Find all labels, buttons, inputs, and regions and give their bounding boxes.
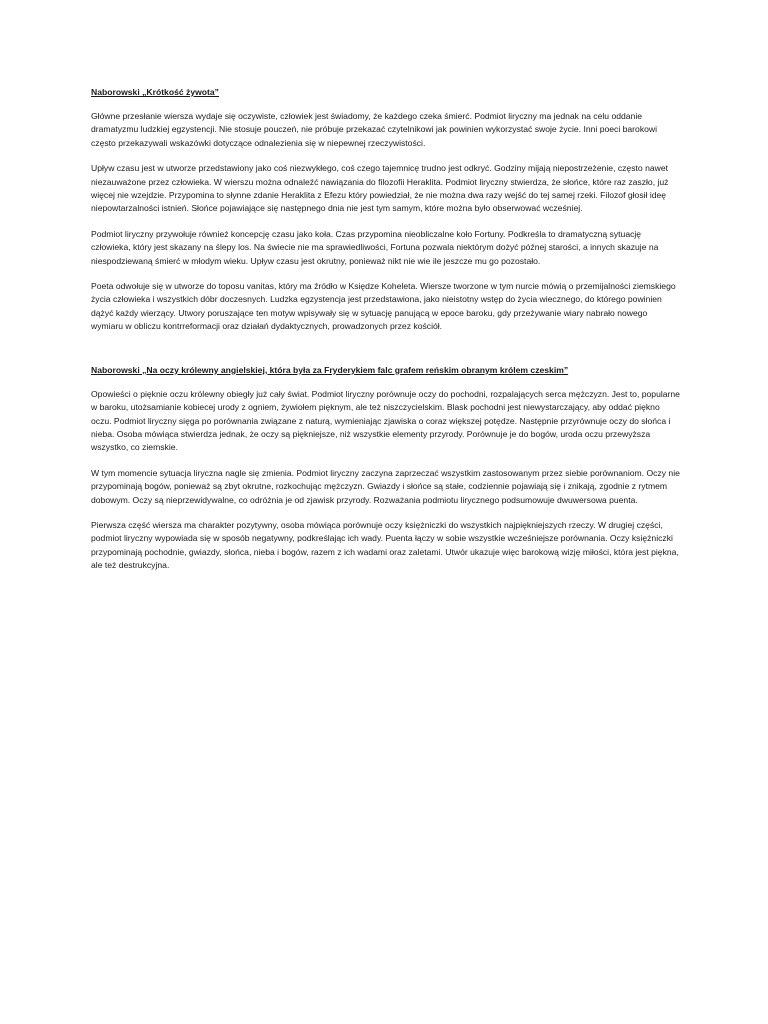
paragraph: Opowieści o pięknie oczu królewny obiegły już cały świat. Podmiot liryczny porównuje oczy do pochodni, rozpalających serca mężczyzn. Jest to, popularne w baroku, utożsamianie kobiecej urody z ogniem, żywiołem pięknym, ale też niszczycielskim. Blask pochodni jest niewystarczający, aby oddać piękno oczu. Podmiot liryczny sięga po porównania związane z naturą, wymieniając zjawiska o coraz większej potędze. Następnie przyrównuje oczy do słońca i nieba. Osoba mówiąca stwierdza jednak, że oczy są piękniejsze, niż wszystkie elementy przyrody. Porównuje je do bogów, uroda oczu przewyższa wszystko, co ziemskie.	[91, 388, 680, 453]
document-page	[91, 86, 681, 585]
paragraph: W tym momencie sytuacja liryczna nagle się zmienia. Podmiot liryczny zaczyna zaprzeczać wszystkim zastosowanym przez siebie porównaniom. Oczy nie przypominają bogów, ponieważ są zbyt okrutne, rozkochując mężczyzn. Gwiazdy i słońce są stałe, codziennie pojawiają się i znikają, zgodnie z rytmem dobowym. Oczy są nieprzewidywalne, co odróżnia je od zjawisk przyrody. Rozważania podmiotu lirycznego podsumowuje dwuwersowa puenta.	[91, 467, 680, 505]
section-na-oczy-krolewny	[91, 364, 681, 573]
paragraph: Główne przesłanie wiersza wydaje się oczywiste, człowiek jest świadomy, że każdego czeka śmierć. Podmiot liryczny ma jednak na celu oddanie dramatyzmu ludzkiej egzystencji. Nie stosuje pouczeń, nie próbuje przekazać czytelnikowi jak powinien wykorzystać swoje życie. Inni poeci barokowi często przekazywali wskazówki dotyczące odnalezienia się w niepewnej rzeczywistości.	[91, 111, 658, 148]
section-heading: Naborowski „Na oczy królewny angielskiej, która była za Fryderykiem falc grafem reńskim obranym królem czeskim”	[91, 364, 569, 375]
paragraph: Upływ czasu jest w utworze przedstawiony jako coś niezwykłego, coś czego tajemnicę trudno jest odkryć. Godziny mijają niepostrzeżenie, często nawet niezauważone przez człowieka. W wierszu można odnaleźć nawiązania do filozofii Heraklita. Podmiot liryczny stwierdza, że słońce, które raz zaszło, już więcej nie wzejdzie. Przypomina to słynne zdanie Heraklita z Efezu który powiedział, że nie można dwa razy wejść do tej samej rzeki. Filozof głosił ideę niepowtarzalności istnień. Słońce pojawiające się następnego dnia nie jest tym samym, które można było obserwować wcześniej.	[91, 163, 669, 214]
paragraph: Poeta odwołuje się w utworze do toposu vanitas, który ma źródło w Księdze Koheleta. Wiersze tworzone w tym nurcie mówią o przemijalności ziemskiego życia człowieka i wszystkich dóbr doczesnych. Ludzka egzystencja jest przedstawiona, jako nieistotny wstęp do życia wiecznego, do którego powinien dążyć każdy wierzący. Utwory poruszające ten motyw wpisywały się w sytuację panującą w epoce baroku, gdy przeżywanie wiary nabrało nowego wymiaru w obliczu kontrreformacji oraz działań dydaktycznych, prowadzonych przez kościół.	[91, 281, 676, 332]
paragraph: Pierwsza część wiersza ma charakter pozytywny, osoba mówiąca porównuje oczy księżniczki do wszystkich najpiękniejszych rzeczy. W drugiej części, podmiot liryczny wypowiada się w sposób negatywny, podkreślając ich wady. Puenta łączy w sobie wszystkie wcześniejsze porównania. Oczy księżniczki przypominają pochodnie, gwiazdy, słońca, nieba i bogów, razem z ich wadami oraz zaletami. Utwór ukazuje więc barokową wizję miłości, która jest piękna, ale też destrukcyjna.	[91, 519, 679, 571]
paragraph: Podmiot liryczny przywołuje również koncepcję czasu jako koła. Czas przypomina nieobliczalne koło Fortuny. Podkreśla to dramatyczną sytuację człowieka, który jest skazany na ślepy los. Na świecie nie ma sprawiedliwości, Fortuna pozwala niektórym dożyć późnej starości, a innych skazuje na niespodziewaną śmierć w młodym wieku. Upływ czasu jest okrutny, ponieważ nikt nie wie ile jeszcze mu go pozostało.	[91, 228, 659, 266]
section-krotkosc-zywota	[91, 86, 681, 334]
section-heading: Naborowski „Krótkość żywota”	[91, 87, 219, 97]
